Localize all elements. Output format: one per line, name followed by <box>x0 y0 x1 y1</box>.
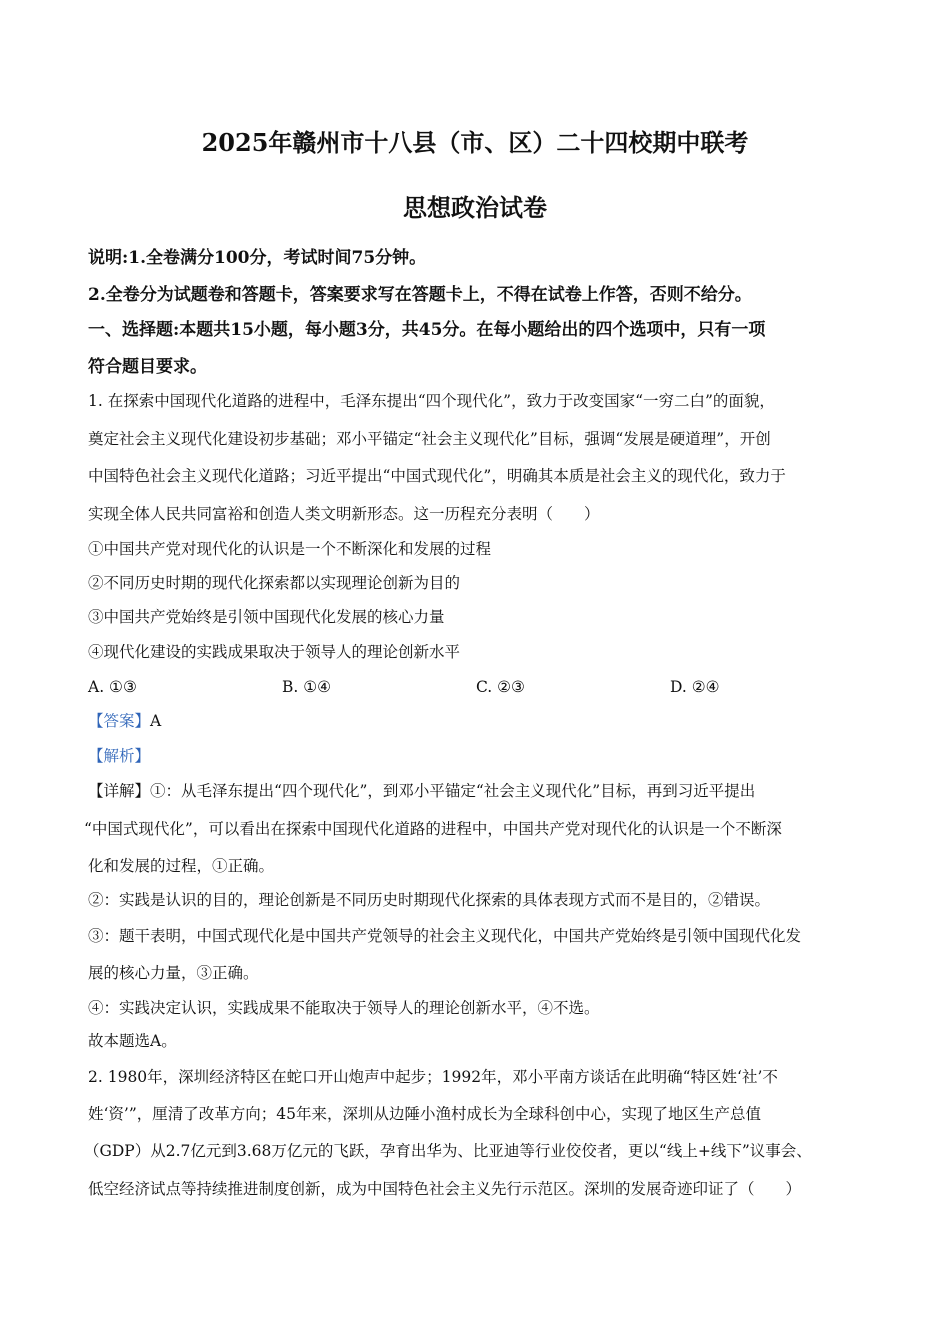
exam-title: 2025年赣州市十八县（市、区）二十四校期中联考 <box>201 128 749 157</box>
section-heading-line-1: 一、选择题:本题共15小题，每小题3分，共45分。在每小题给出的四个选项中，只有一项 <box>88 320 766 340</box>
q1-statement: ③中国共产党始终是引领中国现代化发展的核心力量 <box>88 608 445 626</box>
q1-detail-line: ④：实践决定认识，实践成果不能取决于领导人的理论创新水平，④不选。 <box>88 999 600 1017</box>
q1-detail-line: 故本题选A。 <box>88 1032 177 1050</box>
instruction-line-2: 2.全卷分为试题卷和答题卡，答案要求写在答题卡上，不得在试卷上作答，否则不给分。 <box>88 285 752 305</box>
q2-stem-line: 低空经济试点等持续推进制度创新，成为中国特色社会主义先行示范区。深圳的发展奇迹印证了（ ） <box>88 1180 802 1198</box>
q1-stem-line: 奠定社会主义现代化建设初步基础；邓小平锚定“社会主义现代化”目标，强调“发展是硬道理”，开创 <box>88 430 771 448</box>
q1-detail-line: “中国式现代化”，可以看出在探索中国现代化道路的进程中，中国共产党对现代化的认识是一个不断深 <box>84 820 782 838</box>
answer-value: A <box>150 712 162 730</box>
q1-stem-line: 1. 在探索中国现代化道路的进程中，毛泽东提出“四个现代化”，致力于改变国家“一穷二白”的面貌， <box>88 392 775 410</box>
q2-stem-line: （GDP）从2.7亿元到3.68万亿元的飞跃，孕育出华为、比亚迪等行业佼佼者，更以“线上+线下”议事会、 <box>84 1142 812 1160</box>
q1-option-b: B. ①④ <box>282 678 332 696</box>
exam-subtitle: 思想政治试卷 <box>403 193 547 222</box>
q1-option-d: D. ②④ <box>670 678 720 696</box>
q1-statement: ①中国共产党对现代化的认识是一个不断深化和发展的过程 <box>88 540 492 558</box>
q1-option-a: A. ①③ <box>88 678 137 696</box>
q2-stem-line: 2. 1980年，深圳经济特区在蛇口开山炮声中起步；1992年，邓小平南方谈话在此明确“特区姓‘社’不 <box>88 1068 778 1086</box>
detail-tag: 【详解】 <box>88 782 151 800</box>
q1-detail-line <box>88 780 755 802</box>
answer-tag: 【答案】 <box>88 712 151 730</box>
q1-statement: ②不同历史时期的现代化探索都以实现理论创新为目的 <box>88 574 461 592</box>
detail-text: ①：从毛泽东提出“四个现代化”，到邓小平锚定“社会主义现代化”目标，再到习近平提出 <box>150 782 756 800</box>
q1-stem-line: 中国特色社会主义现代化道路；习近平提出“中国式现代化”，明确其本质是社会主义的现代化，致力于 <box>88 467 786 485</box>
q1-stem-line: 实现全体人民共同富裕和创造人类文明新形态。这一历程充分表明（ ） <box>88 505 600 523</box>
q1-detail-line: 化和发展的过程，①正确。 <box>88 857 275 875</box>
instruction-line-1: 说明:1.全卷满分100分，考试时间75分钟。 <box>88 248 427 268</box>
q1-detail-line: ③：题干表明，中国式现代化是中国共产党领导的社会主义现代化，中国共产党始终是引领中国现代化发 <box>88 927 802 945</box>
q2-stem-line: 姓‘资’”，厘清了改革方向；45年来，深圳从边陲小渔村成长为全球科创中心，实现了地区生产总值 <box>88 1105 762 1123</box>
q1-detail-line: 展的核心力量，③正确。 <box>88 964 259 982</box>
analysis-tag: 【解析】 <box>88 747 151 765</box>
q1-option-c: C. ②③ <box>476 678 525 696</box>
q1-detail-line: ②：实践是认识的目的，理论创新是不同历史时期现代化探索的具体表现方式而不是目的，②错误。 <box>88 891 771 909</box>
q1-answer <box>88 710 161 732</box>
q1-statement: ④现代化建设的实践成果取决于领导人的理论创新水平 <box>88 643 461 661</box>
section-heading-line-2: 符合题目要求。 <box>88 357 207 377</box>
